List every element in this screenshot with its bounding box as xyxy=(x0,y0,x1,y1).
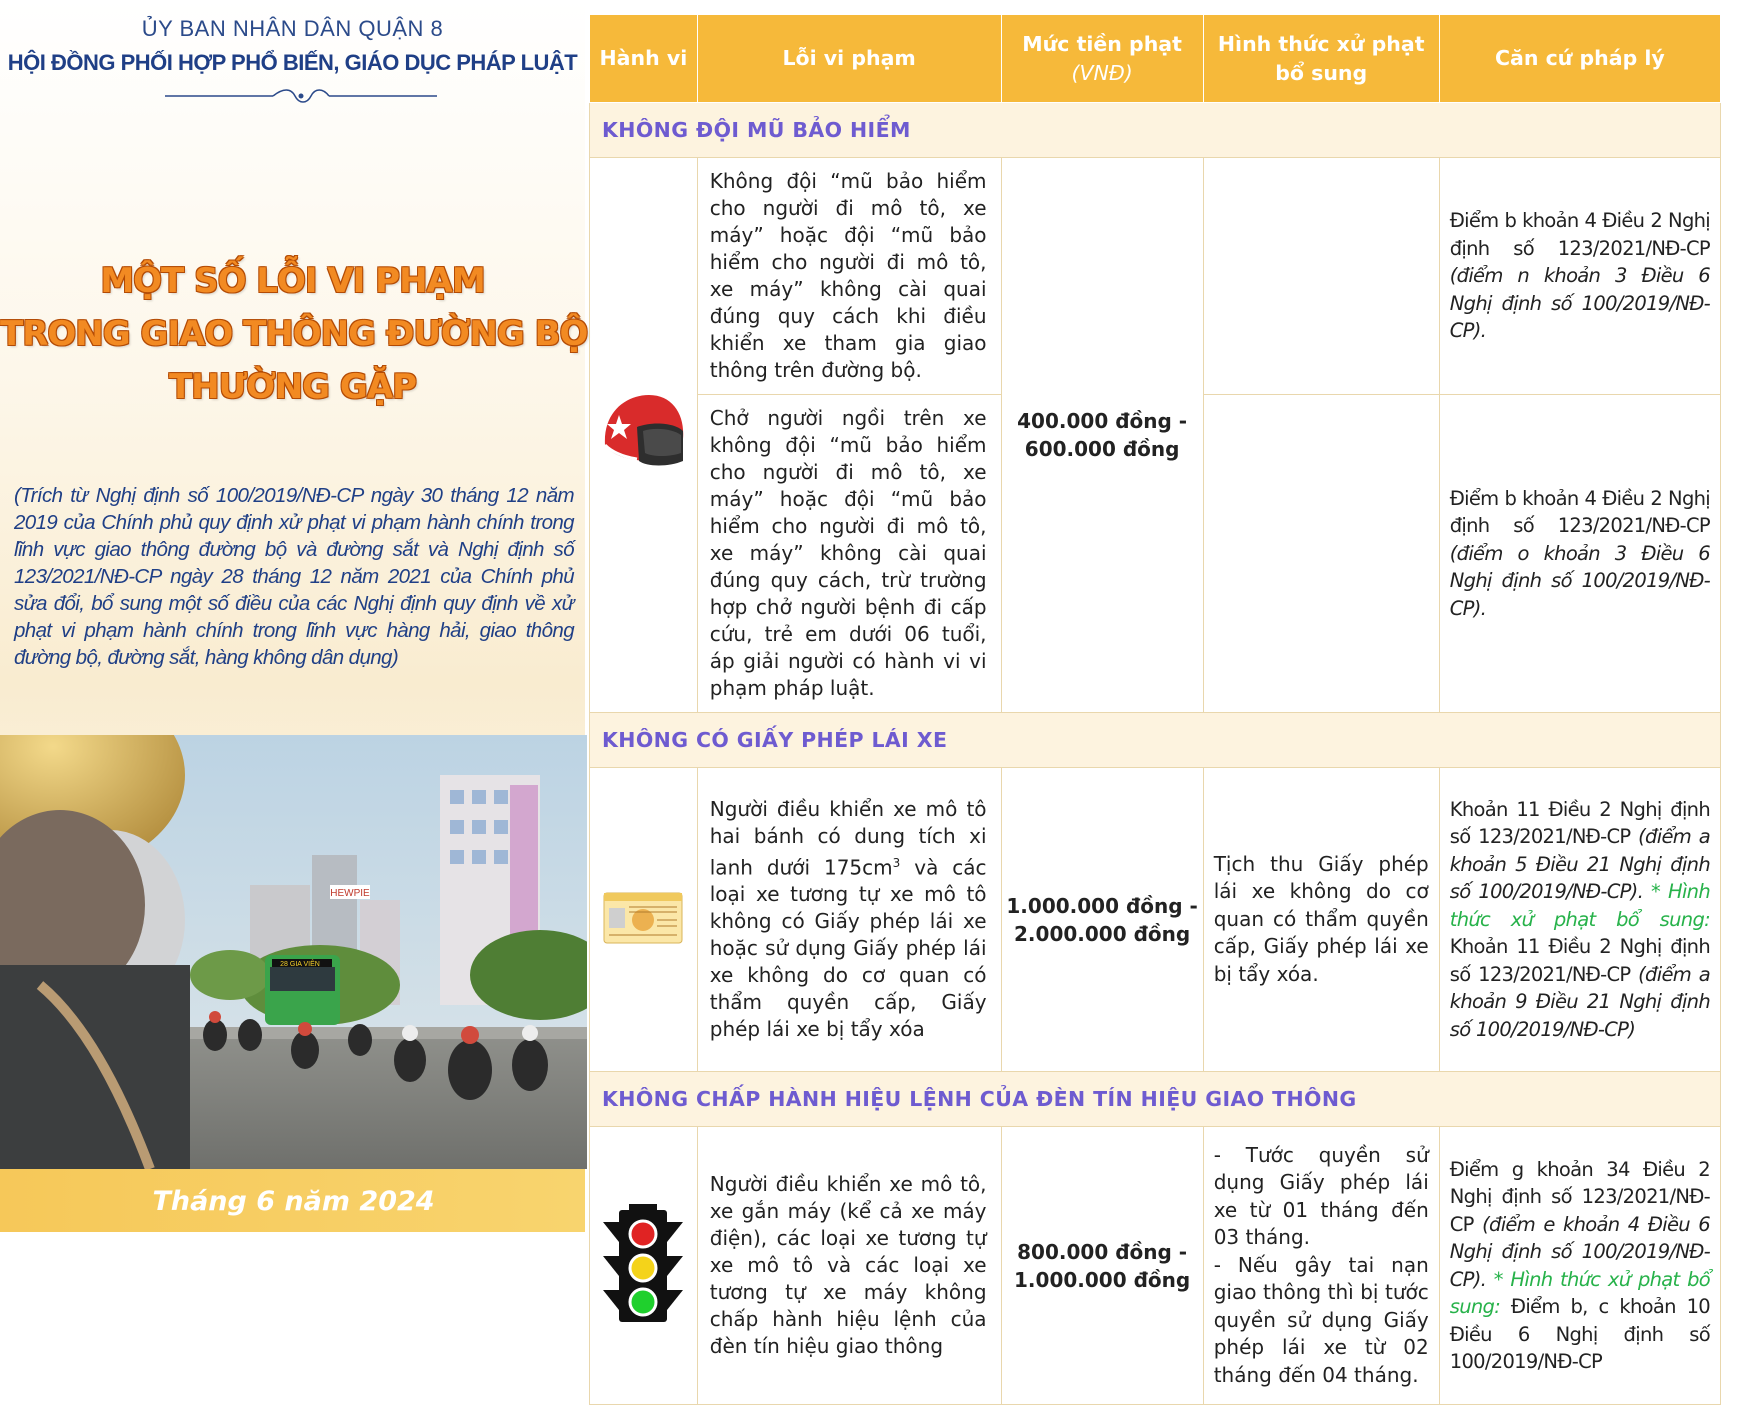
bus-sign: 28 GIA VIÊN xyxy=(280,961,320,968)
helmet-icon xyxy=(597,387,689,479)
source-note: (Trích từ Nghị định số 100/2019/NĐ-CP ngày 30 tháng 12 năm 2019 của Chính phủ quy định xử phạt vi phạm hành chính trong lĩnh vực giao thông đường bộ và đường sắt và Nghị định số 123/2021/NĐ-CP ngày 28 tháng 12 năm 2021 của Chính phủ sửa đổi, bổ sung một số điều của các Nghị định quy định về xử phạt vi phạm hành chính trong lĩnh vực hàng hải, giao thông đường bộ, đường sắt, hàng không dân dụng) xyxy=(14,484,574,669)
table-header-row xyxy=(590,15,1721,103)
violation-text: Không đội “mũ bảo hiểm cho người đi mô tô, xe máy” hoặc đội “mũ bảo hiểm cho người đi mô tô, xe máy” không cài quai đúng quy cách khi điều khiển xe tham gia giao thông trên đường bộ. xyxy=(697,158,1001,395)
street-photo xyxy=(0,735,587,1169)
legal-reference: (điểm a khoản 5 Điều 21 Nghị định số 100/2019/NĐ-CP). xyxy=(1449,825,1710,904)
section-title-traffic-light: KHÔNG CHẤP HÀNH HIỆU LỆNH CỦA ĐÈN TÍN HIỆU GIAO THÔNG xyxy=(590,1072,1721,1127)
behavior-cell xyxy=(590,158,698,713)
table-row xyxy=(590,768,1721,1072)
legal-main: Điểm g khoản 34 Điều 2 Nghị định số 123/2021/NĐ-CP xyxy=(1449,1157,1710,1236)
table-row xyxy=(590,1127,1721,1405)
col-legal-basis: Căn cứ pháp lý xyxy=(1439,15,1720,103)
violation-text: Chở người ngồi trên xe không đội “mũ bảo hiểm cho người đi mô tô, xe máy” hoặc đội “mũ bảo hiểm cho người đi mô tô, xe máy” không cài quai đúng quy cách, trừ trường hợp chở người bệnh đi cấp cứu, trẻ em dưới 06 tuổi, áp giải người có hành vi vi phạm pháp luật. xyxy=(697,395,1001,713)
supplementary-label: * Hình thức xử phạt bổ sung: xyxy=(1449,1267,1711,1318)
license-card-icon xyxy=(603,892,683,944)
fine-amount: 800.000 đồng - 1.000.000 đồng xyxy=(1001,1127,1203,1405)
violation-text-part1: Người điều khiển xe mô tô hai bánh có dung tích xi lanh dưới 175cm xyxy=(709,796,987,880)
section-title-license: KHÔNG CÓ GIẤY PHÉP LÁI XE xyxy=(590,713,1721,768)
council-name: HỘI ĐỒNG PHỐI HỢP PHỔ BIẾN, GIÁO DỤC PHÁP LUẬT xyxy=(7,50,578,75)
legal-main: Điểm b khoản 4 Điều 2 Nghị định số 123/2021/NĐ-CP xyxy=(1449,209,1710,260)
legal-reference: (điểm n khoản 3 Điều 6 Nghị định số 100/2019/NĐ-CP). xyxy=(1449,264,1710,343)
fine-header-label: Mức tiền phạt xyxy=(1022,31,1182,56)
violation-text xyxy=(697,768,1001,1072)
violations-table xyxy=(589,14,1721,1405)
fine-amount: 1.000.000 đồng - 2.000.000 đồng xyxy=(1001,768,1203,1072)
legal-main: Điểm b khoản 4 Điều 2 Nghị định số 123/2021/NĐ-CP xyxy=(1449,486,1710,538)
col-fine xyxy=(1001,15,1203,103)
section-row xyxy=(590,1072,1721,1127)
title-line-1: MỘT SỐ LỖI VI PHẠM xyxy=(100,261,485,301)
extra-penalty xyxy=(1203,395,1439,713)
col-violation: Lỗi vi phạm xyxy=(697,15,1001,103)
supplementary-label: * Hình thức xử phạt bổ sung: xyxy=(1449,880,1710,931)
legal-basis xyxy=(1439,768,1720,1072)
poster-title xyxy=(0,255,588,414)
building-sign: HEWPIE xyxy=(330,888,370,899)
publication-date: Tháng 6 năm 2024 xyxy=(152,1186,435,1217)
table-row xyxy=(590,158,1721,395)
section-row xyxy=(590,713,1721,768)
violation-text-part2: và các loại xe tương tự xe mô tô không có Giấy phép lái xe hoặc sử dụng Giấy phép lái xe không do cơ quan có thẩm quyền cấp, Giấy phép lái xe bị tẩy xóa xyxy=(709,855,987,1042)
extra-penalty: - Tước quyền sử dụng Giấy phép lái xe từ 01 tháng đến 03 tháng. - Nếu gây tai nạn giao thông thì bị tước quyền sử dụng Giấy phép lái xe từ 02 tháng đến 04 tháng. xyxy=(1203,1127,1439,1405)
title-line-2: TRONG GIAO THÔNG ĐƯỜNG BỘ xyxy=(0,314,588,354)
legal-basis xyxy=(1439,158,1720,395)
behavior-cell xyxy=(590,1127,698,1405)
fine-unit: (VNĐ) xyxy=(1071,60,1133,85)
org-name: ỦY BAN NHÂN DÂN QUẬN 8 xyxy=(141,16,444,41)
legal-reference: (điểm o khoản 3 Điều 6 Nghị định số 100/2019/NĐ-CP). xyxy=(1449,541,1710,620)
legal-basis xyxy=(1439,395,1720,713)
left-panel xyxy=(0,0,588,1241)
cubic-superscript: 3 xyxy=(892,855,901,870)
divider-ornament-icon xyxy=(165,88,437,104)
section-row xyxy=(590,103,1721,158)
title-line-3: THƯỜNG GẶP xyxy=(168,367,417,407)
col-behavior: Hành vi xyxy=(590,15,698,103)
behavior-cell xyxy=(590,768,698,1072)
traffic-light-icon xyxy=(599,1204,687,1324)
legal-reference-supplement: (điểm a khoản 9 Điều 21 Nghị định số 100/2019/NĐ-CP) xyxy=(1449,962,1710,1041)
extra-penalty: Tịch thu Giấy phép lái xe không do cơ quan có thẩm quyền cấp, Giấy phép lái xe bị tẩy xóa. xyxy=(1203,768,1439,1072)
legal-reference: (điểm e khoản 4 Điều 6 Nghị định số 100/2019/NĐ-CP). xyxy=(1449,1212,1711,1291)
section-title-helmet: KHÔNG ĐỘI MŨ BẢO HIỂM xyxy=(590,103,1721,158)
extra-penalty xyxy=(1203,158,1439,395)
street-scene-image xyxy=(0,735,587,1169)
legal-main-supplement: Điểm b, c khoản 10 Điều 6 Nghị định số 100/2019/NĐ-CP xyxy=(1449,1295,1710,1373)
legal-basis xyxy=(1439,1127,1720,1405)
violation-text: Người điều khiển xe mô tô, xe gắn máy (kể cả xe máy điện), các loại xe tương tự xe mô tô và các loại xe tương tự xe máy không chấp hành hiệu lệnh của đèn tín hiệu giao thông xyxy=(697,1127,1001,1405)
legal-main: Khoản 11 Điều 2 Nghị định số 123/2021/NĐ-CP xyxy=(1449,797,1710,849)
legal-main-supplement: Khoản 11 Điều 2 Nghị định số 123/2021/NĐ-CP xyxy=(1449,935,1710,986)
col-extra-penalty: Hình thức xử phạt bổ sung xyxy=(1203,15,1439,103)
fine-amount: 400.000 đồng - 600.000 đồng xyxy=(1001,158,1203,713)
